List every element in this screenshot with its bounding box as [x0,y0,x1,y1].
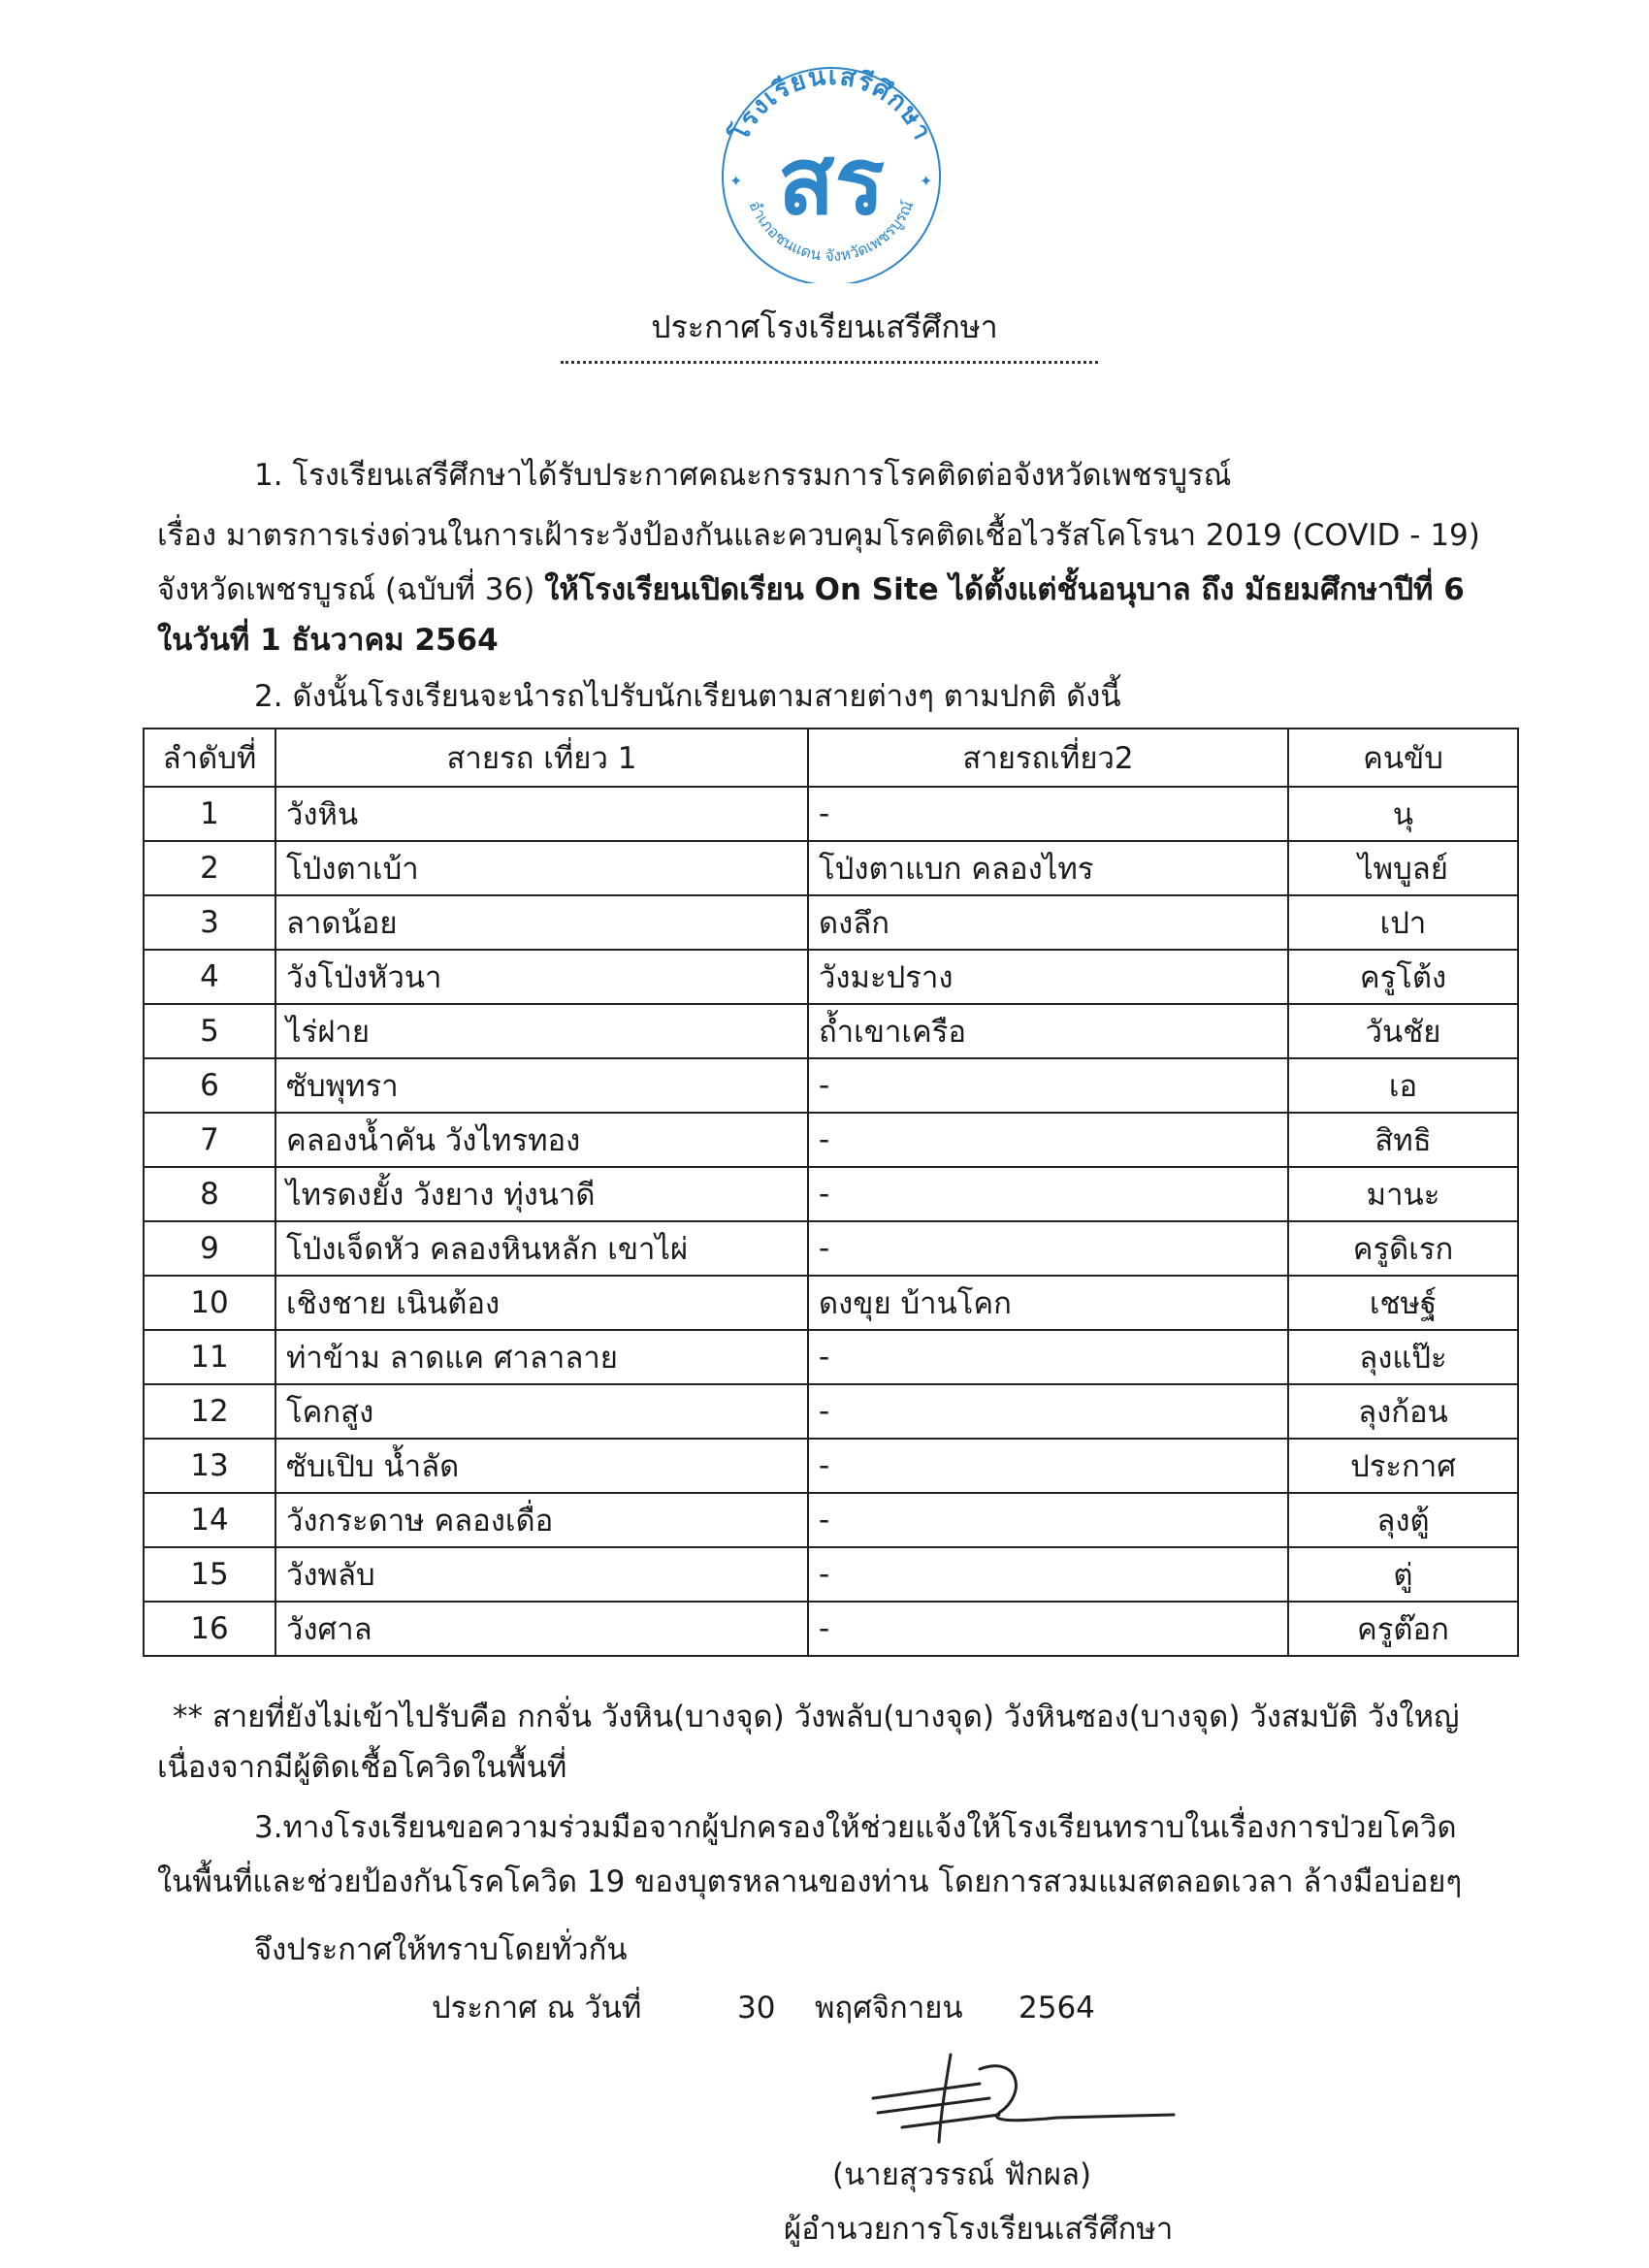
table-row [144,1058,1518,1113]
header-route-trip2: สายรถเที่ยว2 [808,729,1288,787]
route-trip2: - [808,1602,1288,1656]
route-trip2: - [808,787,1288,841]
driver-name: ลุงก้อน [1288,1384,1518,1439]
title-divider [561,361,1098,364]
route-trip2: - [808,1384,1288,1439]
row-number: 15 [144,1547,275,1602]
item1-line3-normal: จังหวัดเพชรบูรณ์ (ฉบับที่ 36) [157,572,545,607]
row-number: 8 [144,1167,275,1221]
row-number: 6 [144,1058,275,1113]
note-line1: ** สายที่ยังไม่เข้าไปรับคือ กกจั่น วังหิน(บางจุด) วังพลับ(บางจุด) วังหินซอง(บางจุด) วังสมบัติ วังใหญ่ [173,1700,1460,1734]
driver-name: ไพบูลย์ [1288,841,1518,895]
route-trip2: - [808,1058,1288,1113]
announce-date-year: 2564 [1018,1991,1095,2025]
item2-text: 2. ดังนั้นโรงเรียนจะนำรถไปรับนักเรียนตามสายต่างๆ ตามปกติ ดังนี้ [254,679,1121,714]
driver-name: นุ [1288,787,1518,841]
note-line2: เนื่องจากมีผู้ติดเชื้อโควิดในพื้นที่ [157,1750,567,1785]
row-number: 11 [144,1330,275,1384]
item3-line2: ในพื้นที่และช่วยป้องกันโรคโควิด 19 ของบุตรหลานของท่าน โดยการสวมแมสตลอดเวลา ล้างมือบ่อยๆ [157,1864,1463,1899]
table-row [144,787,1518,841]
driver-name: วันชัย [1288,1004,1518,1058]
item1-line2: เรื่อง มาตรการเร่งด่วนในการเฝ้าระวังป้องกันและควบคุมโรคติดเชื้อไวรัสโคโรนา 2019 (COVID - 19) [157,518,1480,553]
route-trip1: วังพลับ [275,1547,808,1602]
route-trip1: วังหิน [275,787,808,841]
signature-image [863,2045,1183,2152]
route-trip2: - [808,1439,1288,1493]
announce-date-day: 30 [737,1991,776,2025]
route-trip1: โคกสูง [275,1384,808,1439]
driver-name: สิทธิ [1288,1113,1518,1167]
driver-name: ครูต๊อก [1288,1602,1518,1656]
route-trip1: โป่งเจ็ดหัว คลองหินหลัก เขาไผ่ [275,1221,808,1276]
route-trip1: ลาดน้อย [275,895,808,950]
table-row [144,1113,1518,1167]
table-row [144,1493,1518,1547]
svg-text:✦: ✦ [920,172,933,190]
route-trip2: - [808,1221,1288,1276]
bus-route-table [143,728,1519,1657]
table-row [144,895,1518,950]
item1-line4: ในวันที่ 1 ธันวาคม 2564 [157,623,499,658]
closing-text: จึงประกาศให้ทราบโดยทั่วกัน [254,1932,628,1967]
item1-line3-bold: ให้โรงเรียนเปิดเรียน On Site ได้ตั้งแต่ชั้นอนุบาล ถึง มัธยมศึกษาปีที่ 6 [544,572,1465,607]
route-trip2: - [808,1167,1288,1221]
table-row [144,1330,1518,1384]
route-trip2: ดงขุย บ้านโคก [808,1276,1288,1330]
row-number: 16 [144,1602,275,1656]
route-trip1: วังศาล [275,1602,808,1656]
row-number: 9 [144,1221,275,1276]
table-row [144,1221,1518,1276]
item3-line1: 3.ทางโรงเรียนขอความร่วมมือจากผู้ปกครองให้ช่วยแจ้งให้โรงเรียนทราบในเรื่องการป่วยโควิด [254,1810,1457,1845]
row-number: 14 [144,1493,275,1547]
logo-monogram: สร [777,127,886,236]
row-number: 1 [144,787,275,841]
route-trip2: ดงลึก [808,895,1288,950]
route-trip1: วังกระดาษ คลองเดื่อ [275,1493,808,1547]
table-row [144,1276,1518,1330]
table-row [144,841,1518,895]
item1-line1: 1. โรงเรียนเสรีศึกษาได้รับประกาศคณะกรรมการโรคติดต่อจังหวัดเพชรบูรณ์ [254,458,1232,493]
driver-name: เปา [1288,895,1518,950]
row-number: 5 [144,1004,275,1058]
row-number: 3 [144,895,275,950]
row-number: 2 [144,841,275,895]
header-number: ลำดับที่ [144,729,275,787]
school-logo [700,50,962,283]
route-trip1: เชิงชาย เนินต้อง [275,1276,808,1330]
driver-name: เอ [1288,1058,1518,1113]
svg-text:✦: ✦ [729,172,743,190]
table-header-row [144,729,1518,787]
driver-name: ลุงแป๊ะ [1288,1330,1518,1384]
route-trip2: วังมะปราง [808,950,1288,1004]
table-row [144,1384,1518,1439]
route-trip2: ถ้ำเขาเครือ [808,1004,1288,1058]
table-row [144,1439,1518,1493]
header-driver: คนขับ [1288,729,1518,787]
driver-name: ตู่ [1288,1547,1518,1602]
table-row [144,1167,1518,1221]
route-trip2: - [808,1547,1288,1602]
route-trip1: วังโป่งหัวนา [275,950,808,1004]
header-route-trip1: สายรถ เที่ยว 1 [275,729,808,787]
driver-name: ครูโต้ง [1288,950,1518,1004]
route-trip2: - [808,1493,1288,1547]
table-row [144,1602,1518,1656]
logo-top-text: โรงเรียนเสรีศึกษา [725,61,938,146]
driver-name: เชษฐ์ [1288,1276,1518,1330]
row-number: 10 [144,1276,275,1330]
route-trip1: ซับเปิบ น้ำลัด [275,1439,808,1493]
driver-name: ลุงตู้ [1288,1493,1518,1547]
driver-name: ครูดิเรก [1288,1221,1518,1276]
table-row [144,1547,1518,1602]
route-trip2: โป่งตาแบก คลองไทร [808,841,1288,895]
row-number: 7 [144,1113,275,1167]
route-trip1: คลองน้ำคัน วังไทรทอง [275,1113,808,1167]
item1-line3 [157,570,1465,609]
table-row [144,950,1518,1004]
driver-name: ประกาศ [1288,1439,1518,1493]
route-trip1: ไทรดงยั้ง วังยาง ทุ่งนาดี [275,1167,808,1221]
announce-date-prefix: ประกาศ ณ วันที่ [432,1991,642,2025]
driver-name: มานะ [1288,1167,1518,1221]
logo-bottom-text: อำเภอชนแดน จังหวัดเพชรบูรณ์ [745,197,918,266]
route-trip1: ไร่ฝาย [275,1004,808,1058]
route-trip2: - [808,1113,1288,1167]
route-trip1: ท่าข้าม ลาดแค ศาลาลาย [275,1330,808,1384]
signer-name: (นายสุวรรณ์ ฟักผล) [832,2157,1092,2192]
page-title: ประกาศโรงเรียนเสรีศึกษา [651,308,998,345]
row-number: 12 [144,1384,275,1439]
table-row [144,1004,1518,1058]
route-trip1: ซับพุทรา [275,1058,808,1113]
route-trip1: โป่งตาเบ้า [275,841,808,895]
announce-date-month: พฤศจิกายน [815,1991,963,2025]
signer-position: ผู้อำนวยการโรงเรียนเสรีศึกษา [784,2212,1174,2247]
row-number: 13 [144,1439,275,1493]
route-trip2: - [808,1330,1288,1384]
row-number: 4 [144,950,275,1004]
